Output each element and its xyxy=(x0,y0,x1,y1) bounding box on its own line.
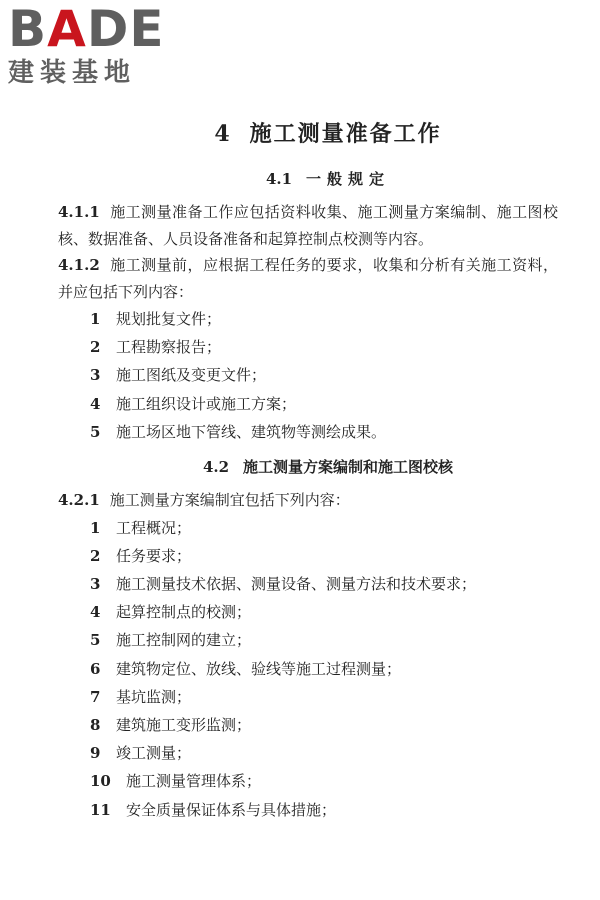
section-title xyxy=(58,168,558,190)
list-item-number: 1 xyxy=(90,518,101,537)
logo-letter: B xyxy=(8,0,48,58)
list-item-number: 5 xyxy=(90,422,101,441)
list-item xyxy=(58,570,558,598)
clause-4-1-1 xyxy=(58,199,558,252)
logo-letter-accent: A xyxy=(47,0,87,58)
list-item-number: 4 xyxy=(90,394,101,413)
clause-4-1-2-list xyxy=(58,305,558,446)
clause-number: 4.2.1 xyxy=(58,491,100,510)
list-item-text: 工程概况； xyxy=(116,518,192,537)
clause-number: 4.1.1 xyxy=(58,203,100,221)
list-item-text: 基坑监测； xyxy=(116,687,192,706)
section-title xyxy=(58,456,558,478)
list-item-number: 3 xyxy=(90,574,101,593)
list-item-number: 5 xyxy=(90,631,101,650)
list-item-text: 工程勘察报告； xyxy=(116,338,222,357)
list-item-number: 8 xyxy=(90,715,101,734)
list-item xyxy=(58,796,558,824)
list-item xyxy=(58,711,558,739)
list-item-text: 施工场区地下管线、建筑物等测绘成果。 xyxy=(116,422,387,441)
list-item-text: 规划批复文件； xyxy=(116,310,222,328)
clause-text: 施工测量方案编制宜包括下列内容： xyxy=(109,491,350,510)
list-item xyxy=(58,739,558,767)
list-item xyxy=(58,683,558,711)
list-item-text: 起算控制点的校测； xyxy=(116,603,252,622)
list-item xyxy=(58,305,558,333)
list-item-number: 10 xyxy=(90,772,111,791)
chapter-title-text: 施工测量准备工作 xyxy=(249,121,442,147)
section-title-text: 一般规定 xyxy=(306,170,391,188)
list-item-text: 施工测量技术依据、测量设备、测量方法和技术要求； xyxy=(116,574,477,593)
list-item-text: 竣工测量； xyxy=(116,744,192,763)
list-item-text: 任务要求； xyxy=(116,546,192,565)
list-item xyxy=(58,626,558,654)
section-number: 4.1 xyxy=(265,170,293,188)
spacer xyxy=(58,446,558,456)
list-item-text: 建筑施工变形监测； xyxy=(116,715,252,734)
list-item xyxy=(58,542,558,570)
list-item-number: 2 xyxy=(90,546,101,565)
logo-cjk-text: 建装基地 xyxy=(8,58,137,88)
clause-text: 施工测量前，应根据工程任务的要求，收集和分析有关施工资料，并应包括下列内容： xyxy=(58,256,558,301)
list-item-number: 9 xyxy=(90,744,101,763)
clause-number: 4.1.2 xyxy=(58,256,100,274)
list-item-text: 施工图纸及变更文件； xyxy=(116,366,267,385)
list-item-number: 11 xyxy=(90,800,111,819)
document-page xyxy=(58,118,558,824)
list-item xyxy=(58,390,558,418)
list-item xyxy=(58,418,558,446)
list-item-text: 施工组织设计或施工方案； xyxy=(116,394,297,413)
list-item-text: 施工测量管理体系； xyxy=(126,772,262,791)
clause-4-2-1 xyxy=(58,487,558,514)
list-item-text: 建筑物定位、放线、验线等施工过程测量； xyxy=(116,659,402,678)
list-item-number: 7 xyxy=(90,687,101,706)
site-logo xyxy=(8,2,178,88)
chapter-title xyxy=(58,118,558,150)
logo-letter: DE xyxy=(86,0,165,58)
logo-wordmark xyxy=(8,2,178,56)
clause-4-2-1-list xyxy=(58,514,558,824)
list-item-text: 安全质量保证体系与具体措施； xyxy=(126,800,337,819)
list-item-number: 2 xyxy=(90,338,101,357)
list-item-text: 施工控制网的建立； xyxy=(116,631,252,650)
list-item-number: 3 xyxy=(90,366,101,385)
section-number: 4.2 xyxy=(202,458,230,477)
chapter-number: 4 xyxy=(214,121,232,147)
list-item xyxy=(58,598,558,626)
list-item xyxy=(58,767,558,795)
list-item xyxy=(58,333,558,361)
list-item-number: 6 xyxy=(90,659,101,678)
list-item xyxy=(58,514,558,542)
list-item-number: 4 xyxy=(90,603,101,622)
clause-4-1-2 xyxy=(58,252,558,305)
list-item-number: 1 xyxy=(90,310,101,328)
clause-text: 施工测量准备工作应包括资料收集、施工测量方案编制、施工图校核、数据准备、人员设备准备和起算控制点校测等内容。 xyxy=(58,203,558,248)
list-item xyxy=(58,655,558,683)
list-item xyxy=(58,361,558,389)
section-title-text: 施工测量方案编制和施工图校核 xyxy=(243,458,454,477)
